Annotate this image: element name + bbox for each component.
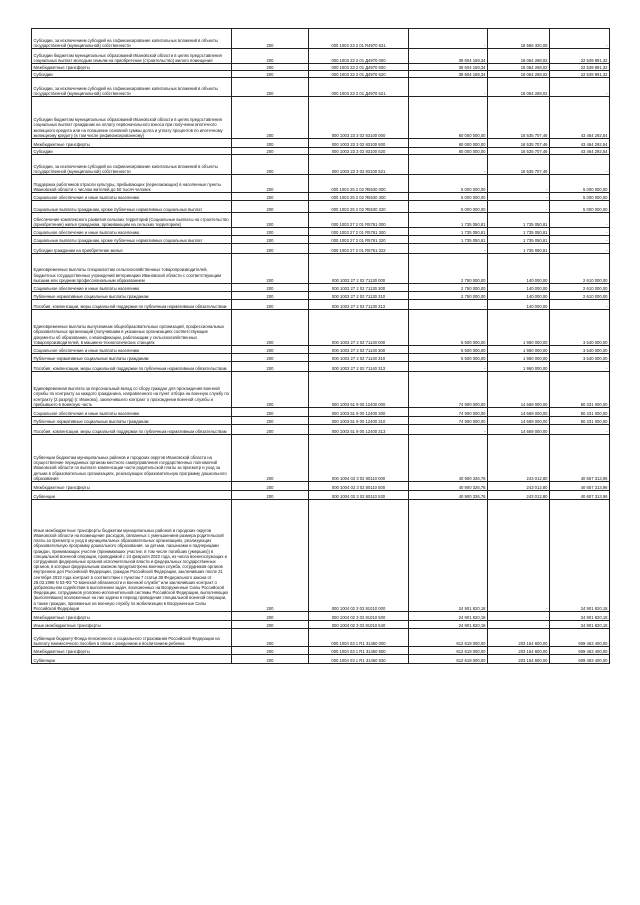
- row-name: Публичные нормативные социальные выплаты гражданам: [32, 354, 232, 362]
- row-line-code: 200: [232, 97, 309, 139]
- row-line-code: 200: [232, 482, 309, 491]
- row-approved-amount: 5 000 000,00: [409, 175, 488, 193]
- row-line-code: 200: [232, 425, 309, 435]
- row-classification-code: 000 1004 02 3 02 81010 540: [309, 621, 409, 629]
- row-name: Межбюджетные трансферты: [32, 612, 232, 621]
- row-line-code: 200: [232, 310, 309, 346]
- table-row: [32, 408, 610, 417]
- row-name: Публичные нормативные социальные выплаты гражданам: [32, 417, 232, 425]
- row-name: Межбюджетные трансферты: [32, 64, 232, 71]
- row-line-code: 200: [232, 346, 309, 354]
- row-approved-amount: 38 604 159,34: [409, 64, 488, 71]
- report-sheet: [31, 28, 609, 664]
- row-executed-amount: 1 735 050,81: [488, 236, 550, 244]
- row-executed-amount: 18 566 320,09: [488, 29, 550, 49]
- row-name: Субсидии гражданам на приобретение жилья: [32, 244, 232, 254]
- row-name: Межбюджетные трансферты: [32, 139, 232, 148]
- row-unexecuted-amount: 22 539 891,32: [550, 64, 610, 71]
- row-line-code: 200: [232, 254, 309, 284]
- row-approved-amount: 2 750 000,00: [409, 254, 488, 284]
- row-executed-amount: 243 012,80: [488, 482, 550, 491]
- row-classification-code: 000 1003 23 3 02 83100 500: [309, 139, 409, 148]
- row-unexecuted-amount: 40 657 313,96: [550, 482, 610, 491]
- row-executed-amount: 16 535 707,46: [488, 97, 550, 139]
- row-name: Субвенции: [32, 491, 232, 500]
- row-classification-code: 000 1003 51 9 00 12400 313: [309, 425, 409, 435]
- row-line-code: 200: [232, 300, 309, 310]
- table-row: [32, 435, 610, 482]
- row-unexecuted-amount: 43 464 292,54: [550, 97, 610, 139]
- row-executed-amount: -: [488, 612, 550, 621]
- row-line-code: 200: [232, 435, 309, 482]
- row-unexecuted-amount: 40 657 313,96: [550, 491, 610, 500]
- row-line-code: 200: [232, 175, 309, 193]
- table-row: [32, 78, 610, 97]
- row-classification-code: 000 1004 02 3 02 80110 000: [309, 435, 409, 482]
- row-classification-code: 000 1003 51 9 00 12400 300: [309, 408, 409, 417]
- row-line-code: 200: [232, 500, 309, 612]
- row-approved-amount: 5 500 000,00: [409, 346, 488, 354]
- row-classification-code: 000 1003 27 2 02 71130 300: [309, 284, 409, 292]
- row-name: Субсидии бюджетам муниципальных образований Ивановской области в целях предоставления социальных выплат гражданам на оплату первоначального взноса при получении ипотечного жилищного кредита или на погашение основной суммы долга и уплату процентов по ипотечному жилищному кредиту (в том числе рефинансированному): [32, 97, 232, 139]
- row-classification-code: 000 1004 02 3 02 81010 000: [309, 500, 409, 612]
- row-unexecuted-amount: 22 539 891,32: [550, 71, 610, 78]
- row-unexecuted-amount: 5 000 000,00: [550, 175, 610, 193]
- row-unexecuted-amount: -: [550, 244, 610, 254]
- row-approved-amount: 1 735 050,81: [409, 228, 488, 236]
- row-unexecuted-amount: -: [550, 425, 610, 435]
- row-unexecuted-amount: 40 657 313,96: [550, 435, 610, 482]
- row-name: Пособия, компенсации, меры социальной поддержки по публичным нормативным обязательствам: [32, 300, 232, 310]
- row-classification-code: 000 1004 03 1 R1 31460 530: [309, 655, 409, 664]
- row-approved-amount: 60 000 000,00: [409, 97, 488, 139]
- row-approved-amount: 60 000 000,00: [409, 139, 488, 148]
- row-executed-amount: 243 012,80: [488, 491, 550, 500]
- row-executed-amount: 140 000,00: [488, 292, 550, 300]
- row-line-code: 200: [232, 201, 309, 213]
- row-approved-amount: -: [409, 29, 488, 49]
- row-name: Социальное обеспечение и иные выплаты населению: [32, 284, 232, 292]
- table-row: [32, 29, 610, 49]
- row-unexecuted-amount: 609 463 400,00: [550, 655, 610, 664]
- row-approved-amount: 812 618 000,00: [409, 647, 488, 655]
- row-name: Социальное обеспечение и иные выплаты населению: [32, 408, 232, 417]
- row-classification-code: 000 1003 27 2 02 71130 310: [309, 292, 409, 300]
- row-unexecuted-amount: -: [550, 362, 610, 372]
- row-classification-code: 000 1003 27 2 02 71140 300: [309, 346, 409, 354]
- row-name: Субсидии: [32, 71, 232, 78]
- table-row: [32, 244, 610, 254]
- row-approved-amount: -: [409, 78, 488, 97]
- row-unexecuted-amount: 24 901 820,18: [550, 621, 610, 629]
- row-unexecuted-amount: 2 610 000,00: [550, 292, 610, 300]
- row-executed-amount: 16 535 707,46: [488, 148, 550, 155]
- row-classification-code: 000 1003 25 2 02 Я5530 000: [309, 175, 409, 193]
- row-approved-amount: 40 900 326,76: [409, 491, 488, 500]
- row-line-code: 200: [232, 148, 309, 155]
- row-executed-amount: 1 960 000,00: [488, 310, 550, 346]
- row-line-code: 200: [232, 213, 309, 228]
- row-name: Субвенции бюджету Фонда пенсионного и социального страхования Российской Федерации на выплату ежемесячного пособия в связи с рождением и воспитанием ребенка: [32, 629, 232, 647]
- row-name: Публичные нормативные социальные выплаты гражданам: [32, 292, 232, 300]
- row-executed-amount: 16 064 268,02: [488, 64, 550, 71]
- row-executed-amount: 203 154 600,00: [488, 655, 550, 664]
- row-approved-amount: 74 900 000,00: [409, 408, 488, 417]
- row-approved-amount: 5 000 000,00: [409, 201, 488, 213]
- row-classification-code: 000 1004 02 3 02 81010 500: [309, 612, 409, 621]
- row-classification-code: 000 1003 23 3 02 83100 521: [309, 155, 409, 175]
- row-unexecuted-amount: 60 331 000,00: [550, 417, 610, 425]
- row-line-code: 200: [232, 647, 309, 655]
- row-line-code: 200: [232, 78, 309, 97]
- row-approved-amount: 5 500 000,00: [409, 310, 488, 346]
- row-executed-amount: -: [488, 193, 550, 201]
- row-unexecuted-amount: 3 540 000,00: [550, 354, 610, 362]
- row-line-code: 200: [232, 236, 309, 244]
- table-row: [32, 155, 610, 175]
- row-approved-amount: 38 604 159,34: [409, 49, 488, 64]
- row-unexecuted-amount: 2 610 000,00: [550, 284, 610, 292]
- row-executed-amount: 243 012,80: [488, 435, 550, 482]
- table-row: [32, 292, 610, 300]
- row-classification-code: 000 1003 27 2 01 R5761 320: [309, 236, 409, 244]
- row-approved-amount: 38 604 159,34: [409, 71, 488, 78]
- row-executed-amount: 1 735 050,81: [488, 244, 550, 254]
- row-line-code: 200: [232, 292, 309, 300]
- row-executed-amount: 16 064 268,02: [488, 78, 550, 97]
- row-classification-code: 000 1003 27 2 02 71140 310: [309, 354, 409, 362]
- row-approved-amount: -: [409, 300, 488, 310]
- row-classification-code: 000 1003 27 2 02 71140 000: [309, 310, 409, 346]
- row-executed-amount: -: [488, 500, 550, 612]
- row-unexecuted-amount: 24 901 820,18: [550, 612, 610, 621]
- table-row: [32, 139, 610, 148]
- row-name: Субсидии, за исключением субсидий на софинансирование капитальных вложений в объекты государственной (муниципальной) собственности: [32, 78, 232, 97]
- row-executed-amount: 1 960 000,00: [488, 354, 550, 362]
- row-name: Социальное обеспечение и иные выплаты населению: [32, 193, 232, 201]
- row-executed-amount: 1 960 000,00: [488, 346, 550, 354]
- table-row: [32, 148, 610, 155]
- row-classification-code: 000 1003 23 2 01 Д4970 520: [309, 71, 409, 78]
- row-executed-amount: 14 569 000,00: [488, 372, 550, 408]
- row-line-code: 200: [232, 629, 309, 647]
- row-line-code: 200: [232, 621, 309, 629]
- row-approved-amount: 2 750 000,00: [409, 292, 488, 300]
- table-row: [32, 310, 610, 346]
- table-row: [32, 621, 610, 629]
- row-classification-code: 000 1003 51 9 00 12400 000: [309, 372, 409, 408]
- row-classification-code: 000 1003 27 2 02 71130 000: [309, 254, 409, 284]
- row-line-code: 200: [232, 372, 309, 408]
- row-unexecuted-amount: 5 000 000,00: [550, 201, 610, 213]
- row-unexecuted-amount: -: [550, 155, 610, 175]
- row-name: Единовременные выплаты специалистам сельскохозяйственных товаропроизводителей, бюджетных государственных учреждений ветеринарии Ивановской области с соответствующим высшим или средним профессиональным образованием: [32, 254, 232, 284]
- row-approved-amount: 60 000 000,00: [409, 148, 488, 155]
- row-name: Иные межбюджетные трансферты бюджетам муниципальных районов и городских округов Ивановской области на возмещение расходов, связанных с уменьшением размера родительской платы за присмотр и уход в муниципальных образовательных организациях, реализующих образовательную программу дошкольного образования, за детьми, пасынками и падчерицами граждан, принимающих участие (принимавших участие, в том числе погибших (умерших)) в специальной военной операции, проводимой с 24 февраля 2022 года, из числа военнослужащих и сотрудников федеральных органов исполнительной власти и федеральных государственных органов, в которых федеральным законом предусмотрена военная служба, сотрудников органов внутренних дел Российской Федерации, граждан Российской Федерации, заключивших после 21 сентября 2022 года контракт в соответствии с пунктом 7 статьи 38 Федерального закона от 28.03.1998 N 53-ФЗ "О воинской обязанности и военной службе" или заключивших контракт о добровольном содействии в выполнении задач, возложенных на Вооруженные Силы Российской Федерации, сотрудников уголовно-исполнительной системы Российской Федерации, выполняющих (выполнявших) возложенные на них задачи в период проведения специальной военной операции, а также граждан, призванных на военную службу по мобилизации в Вооруженные Силы Российской Федерации: [32, 500, 232, 612]
- table-row: [32, 64, 610, 71]
- row-executed-amount: -: [488, 175, 550, 193]
- row-line-code: 200: [232, 362, 309, 372]
- row-unexecuted-amount: 60 331 000,00: [550, 408, 610, 417]
- row-approved-amount: 40 900 326,76: [409, 482, 488, 491]
- row-approved-amount: 24 901 820,18: [409, 612, 488, 621]
- row-approved-amount: -: [409, 362, 488, 372]
- row-executed-amount: 203 154 600,00: [488, 647, 550, 655]
- row-unexecuted-amount: 3 540 000,00: [550, 310, 610, 346]
- row-classification-code: 000 1003 23 2 01 Д4970 500: [309, 64, 409, 71]
- row-classification-code: 000 1003 23 3 02 83100 000: [309, 97, 409, 139]
- row-unexecuted-amount: -: [550, 228, 610, 236]
- row-executed-amount: 140 000,00: [488, 254, 550, 284]
- row-name: Обеспечение комплексного развития сельских территорий (Социальные выплаты на строительство (приобретение) жилья гражданам, проживающим на сельских территориях): [32, 213, 232, 228]
- row-name: Межбюджетные трансферты: [32, 482, 232, 491]
- row-unexecuted-amount: 3 540 000,00: [550, 346, 610, 354]
- row-line-code: 200: [232, 139, 309, 148]
- row-unexecuted-amount: 43 464 292,54: [550, 139, 610, 148]
- row-name: Социальное обеспечение и иные выплаты населению: [32, 346, 232, 354]
- row-unexecuted-amount: 2 610 000,00: [550, 254, 610, 284]
- row-name: Субвенции: [32, 655, 232, 664]
- row-name: Социальные выплаты гражданам, кроме публичных нормативных социальных выплат: [32, 201, 232, 213]
- row-name: Субвенции бюджетам муниципальных районов и городских округов Ивановской области на осуществление переданных органам местного самоуправления государственных полномочий Ивановской области по выплате компенсации части родительской платы за присмотр и уход за детьми в образовательных организациях, реализующих образовательную программу дошкольного образования: [32, 435, 232, 482]
- row-executed-amount: 14 569 000,00: [488, 425, 550, 435]
- row-name: Субсидии бюджетам муниципальных образований Ивановской области в целях предоставления социальных выплат молодым семьям на приобретение (строительство) жилого помещения: [32, 49, 232, 64]
- row-executed-amount: 16 064 268,02: [488, 71, 550, 78]
- row-classification-code: 000 1003 23 2 01 Д4970 521: [309, 78, 409, 97]
- row-executed-amount: 203 154 600,00: [488, 629, 550, 647]
- row-approved-amount: 74 900 000,00: [409, 372, 488, 408]
- row-approved-amount: 2 750 000,00: [409, 284, 488, 292]
- row-approved-amount: 812 618 000,00: [409, 655, 488, 664]
- row-executed-amount: 1 735 050,81: [488, 228, 550, 236]
- table-row: [32, 612, 610, 621]
- row-classification-code: 000 1003 27 2 02 71130 313: [309, 300, 409, 310]
- table-row: [32, 300, 610, 310]
- row-line-code: 200: [232, 491, 309, 500]
- table-row: [32, 372, 610, 408]
- row-classification-code: 000 1003 27 2 01 R5761 300: [309, 228, 409, 236]
- row-unexecuted-amount: 609 463 400,00: [550, 647, 610, 655]
- table-row: [32, 362, 610, 372]
- row-executed-amount: -: [488, 201, 550, 213]
- row-classification-code: 000 1003 23 2 01 R4970 521: [309, 29, 409, 49]
- row-approved-amount: -: [409, 425, 488, 435]
- row-classification-code: 000 1003 27 2 01 R5761 322: [309, 244, 409, 254]
- row-name: Единовременные выплаты выпускникам общеобразовательных организаций, профессиональных образовательных организаций (получившим в указанных организациях соответствующие документы об образовании, о квалификации, работающим у сельскохозяйственных товаропроизводителей, в машинно-технологических станциях: [32, 310, 232, 346]
- row-line-code: 200: [232, 244, 309, 254]
- row-classification-code: 000 1003 23 2 01 Д4970 000: [309, 49, 409, 64]
- row-classification-code: 000 1004 03 1 R1 31460 500: [309, 647, 409, 655]
- row-approved-amount: 74 900 000,00: [409, 417, 488, 425]
- table-row: [32, 228, 610, 236]
- row-line-code: 200: [232, 71, 309, 78]
- table-row: [32, 500, 610, 612]
- table-row: [32, 49, 610, 64]
- table-row: [32, 417, 610, 425]
- row-approved-amount: 1 735 050,81: [409, 236, 488, 244]
- row-name: Единовременная выплата за персональный вклад со сбору граждан для прохождения военной службы по контракту за каждого гражданина, направленного на пункт отбора на военную службу по контракту (2 разряд) (г. Иваново), заключившего контракт о прохождении военной службы и прибывшего в воинскую часть: [32, 372, 232, 408]
- row-unexecuted-amount: -: [550, 78, 610, 97]
- row-unexecuted-amount: -: [550, 29, 610, 49]
- row-name: Социальное обеспечение и иные выплаты населению: [32, 228, 232, 236]
- table-row: [32, 71, 610, 78]
- row-approved-amount: 5 000 000,00: [409, 193, 488, 201]
- row-line-code: 200: [232, 408, 309, 417]
- row-classification-code: 000 1003 25 2 02 Я5530 320: [309, 201, 409, 213]
- row-name: Межбюджетные трансферты: [32, 647, 232, 655]
- table-row: [32, 284, 610, 292]
- row-executed-amount: 14 569 000,00: [488, 417, 550, 425]
- row-approved-amount: 812 618 000,00: [409, 629, 488, 647]
- row-executed-amount: 16 064 268,02: [488, 49, 550, 64]
- row-unexecuted-amount: -: [550, 300, 610, 310]
- row-line-code: 200: [232, 49, 309, 64]
- table-row: [32, 482, 610, 491]
- row-name: Субсидии, за исключением субсидий на софинансирование капитальных вложений в объекты государственной (муниципальной) собственности: [32, 155, 232, 175]
- row-unexecuted-amount: 5 000 000,00: [550, 193, 610, 201]
- row-name: Субсидии, за исключением субсидий на софинансирование капитальных вложений в объекты государственной (муниципальной) собственности: [32, 29, 232, 49]
- row-classification-code: 000 1003 51 9 00 12400 310: [309, 417, 409, 425]
- row-line-code: 200: [232, 29, 309, 49]
- row-classification-code: 000 1004 03 1 R1 31460 000: [309, 629, 409, 647]
- row-executed-amount: 14 569 000,00: [488, 408, 550, 417]
- table-row: [32, 346, 610, 354]
- row-line-code: 200: [232, 284, 309, 292]
- row-classification-code: 000 1004 02 3 02 80110 530: [309, 491, 409, 500]
- row-executed-amount: 16 535 707,46: [488, 139, 550, 148]
- row-line-code: 200: [232, 228, 309, 236]
- row-executed-amount: 16 535 707,46: [488, 155, 550, 175]
- row-line-code: 200: [232, 417, 309, 425]
- row-line-code: 200: [232, 655, 309, 664]
- row-line-code: 200: [232, 193, 309, 201]
- table-row: [32, 655, 610, 664]
- row-approved-amount: 24 901 820,18: [409, 621, 488, 629]
- table-row: [32, 175, 610, 193]
- row-approved-amount: 24 901 820,18: [409, 500, 488, 612]
- row-executed-amount: 1 960 000,00: [488, 362, 550, 372]
- row-unexecuted-amount: -: [550, 236, 610, 244]
- table-row: [32, 213, 610, 228]
- row-executed-amount: 1 735 050,81: [488, 213, 550, 228]
- row-classification-code: 000 1003 27 2 01 R5761 000: [309, 213, 409, 228]
- row-classification-code: 000 1004 02 3 02 80110 500: [309, 482, 409, 491]
- row-approved-amount: 5 500 000,00: [409, 354, 488, 362]
- table-row: [32, 425, 610, 435]
- row-line-code: 200: [232, 155, 309, 175]
- row-name: Поддержка работников отрасли культуры, прибывающих (переезжающих) в населенные пункты Ивановской области с числом жителей до 50 тысяч человек: [32, 175, 232, 193]
- table-row: [32, 254, 610, 284]
- table-row: [32, 236, 610, 244]
- expenditure-table: [31, 28, 610, 664]
- row-classification-code: 000 1003 23 3 02 83100 520: [309, 148, 409, 155]
- row-line-code: 200: [232, 354, 309, 362]
- row-name: Пособия, компенсации, меры социальной поддержки по публичным нормативным обязательствам: [32, 362, 232, 372]
- row-line-code: 200: [232, 612, 309, 621]
- row-unexecuted-amount: 609 463 400,00: [550, 629, 610, 647]
- row-unexecuted-amount: 60 331 000,00: [550, 372, 610, 408]
- row-classification-code: 000 1003 25 2 02 Я5530 300: [309, 193, 409, 201]
- row-unexecuted-amount: 24 901 820,18: [550, 500, 610, 612]
- table-body: [32, 29, 610, 664]
- table-row: [32, 647, 610, 655]
- row-name: Иные межбюджетные трансферты: [32, 621, 232, 629]
- table-row: [32, 491, 610, 500]
- row-unexecuted-amount: 22 539 891,32: [550, 49, 610, 64]
- row-name: Пособия, компенсации, меры социальной поддержки по публичным нормативным обязательствам: [32, 425, 232, 435]
- row-approved-amount: 1 735 050,81: [409, 213, 488, 228]
- table-row: [32, 193, 610, 201]
- row-unexecuted-amount: -: [550, 213, 610, 228]
- row-approved-amount: 40 900 326,76: [409, 435, 488, 482]
- row-name: Субсидии: [32, 148, 232, 155]
- row-executed-amount: 140 000,00: [488, 284, 550, 292]
- row-executed-amount: -: [488, 621, 550, 629]
- table-row: [32, 354, 610, 362]
- table-row: [32, 629, 610, 647]
- row-executed-amount: 140 000,00: [488, 300, 550, 310]
- row-line-code: 200: [232, 64, 309, 71]
- row-classification-code: 000 1003 27 2 02 71140 313: [309, 362, 409, 372]
- table-row: [32, 97, 610, 139]
- row-approved-amount: -: [409, 244, 488, 254]
- table-row: [32, 201, 610, 213]
- row-name: Социальные выплаты гражданам, кроме публичных нормативных социальных выплат: [32, 236, 232, 244]
- row-unexecuted-amount: 43 464 292,54: [550, 148, 610, 155]
- row-approved-amount: -: [409, 155, 488, 175]
